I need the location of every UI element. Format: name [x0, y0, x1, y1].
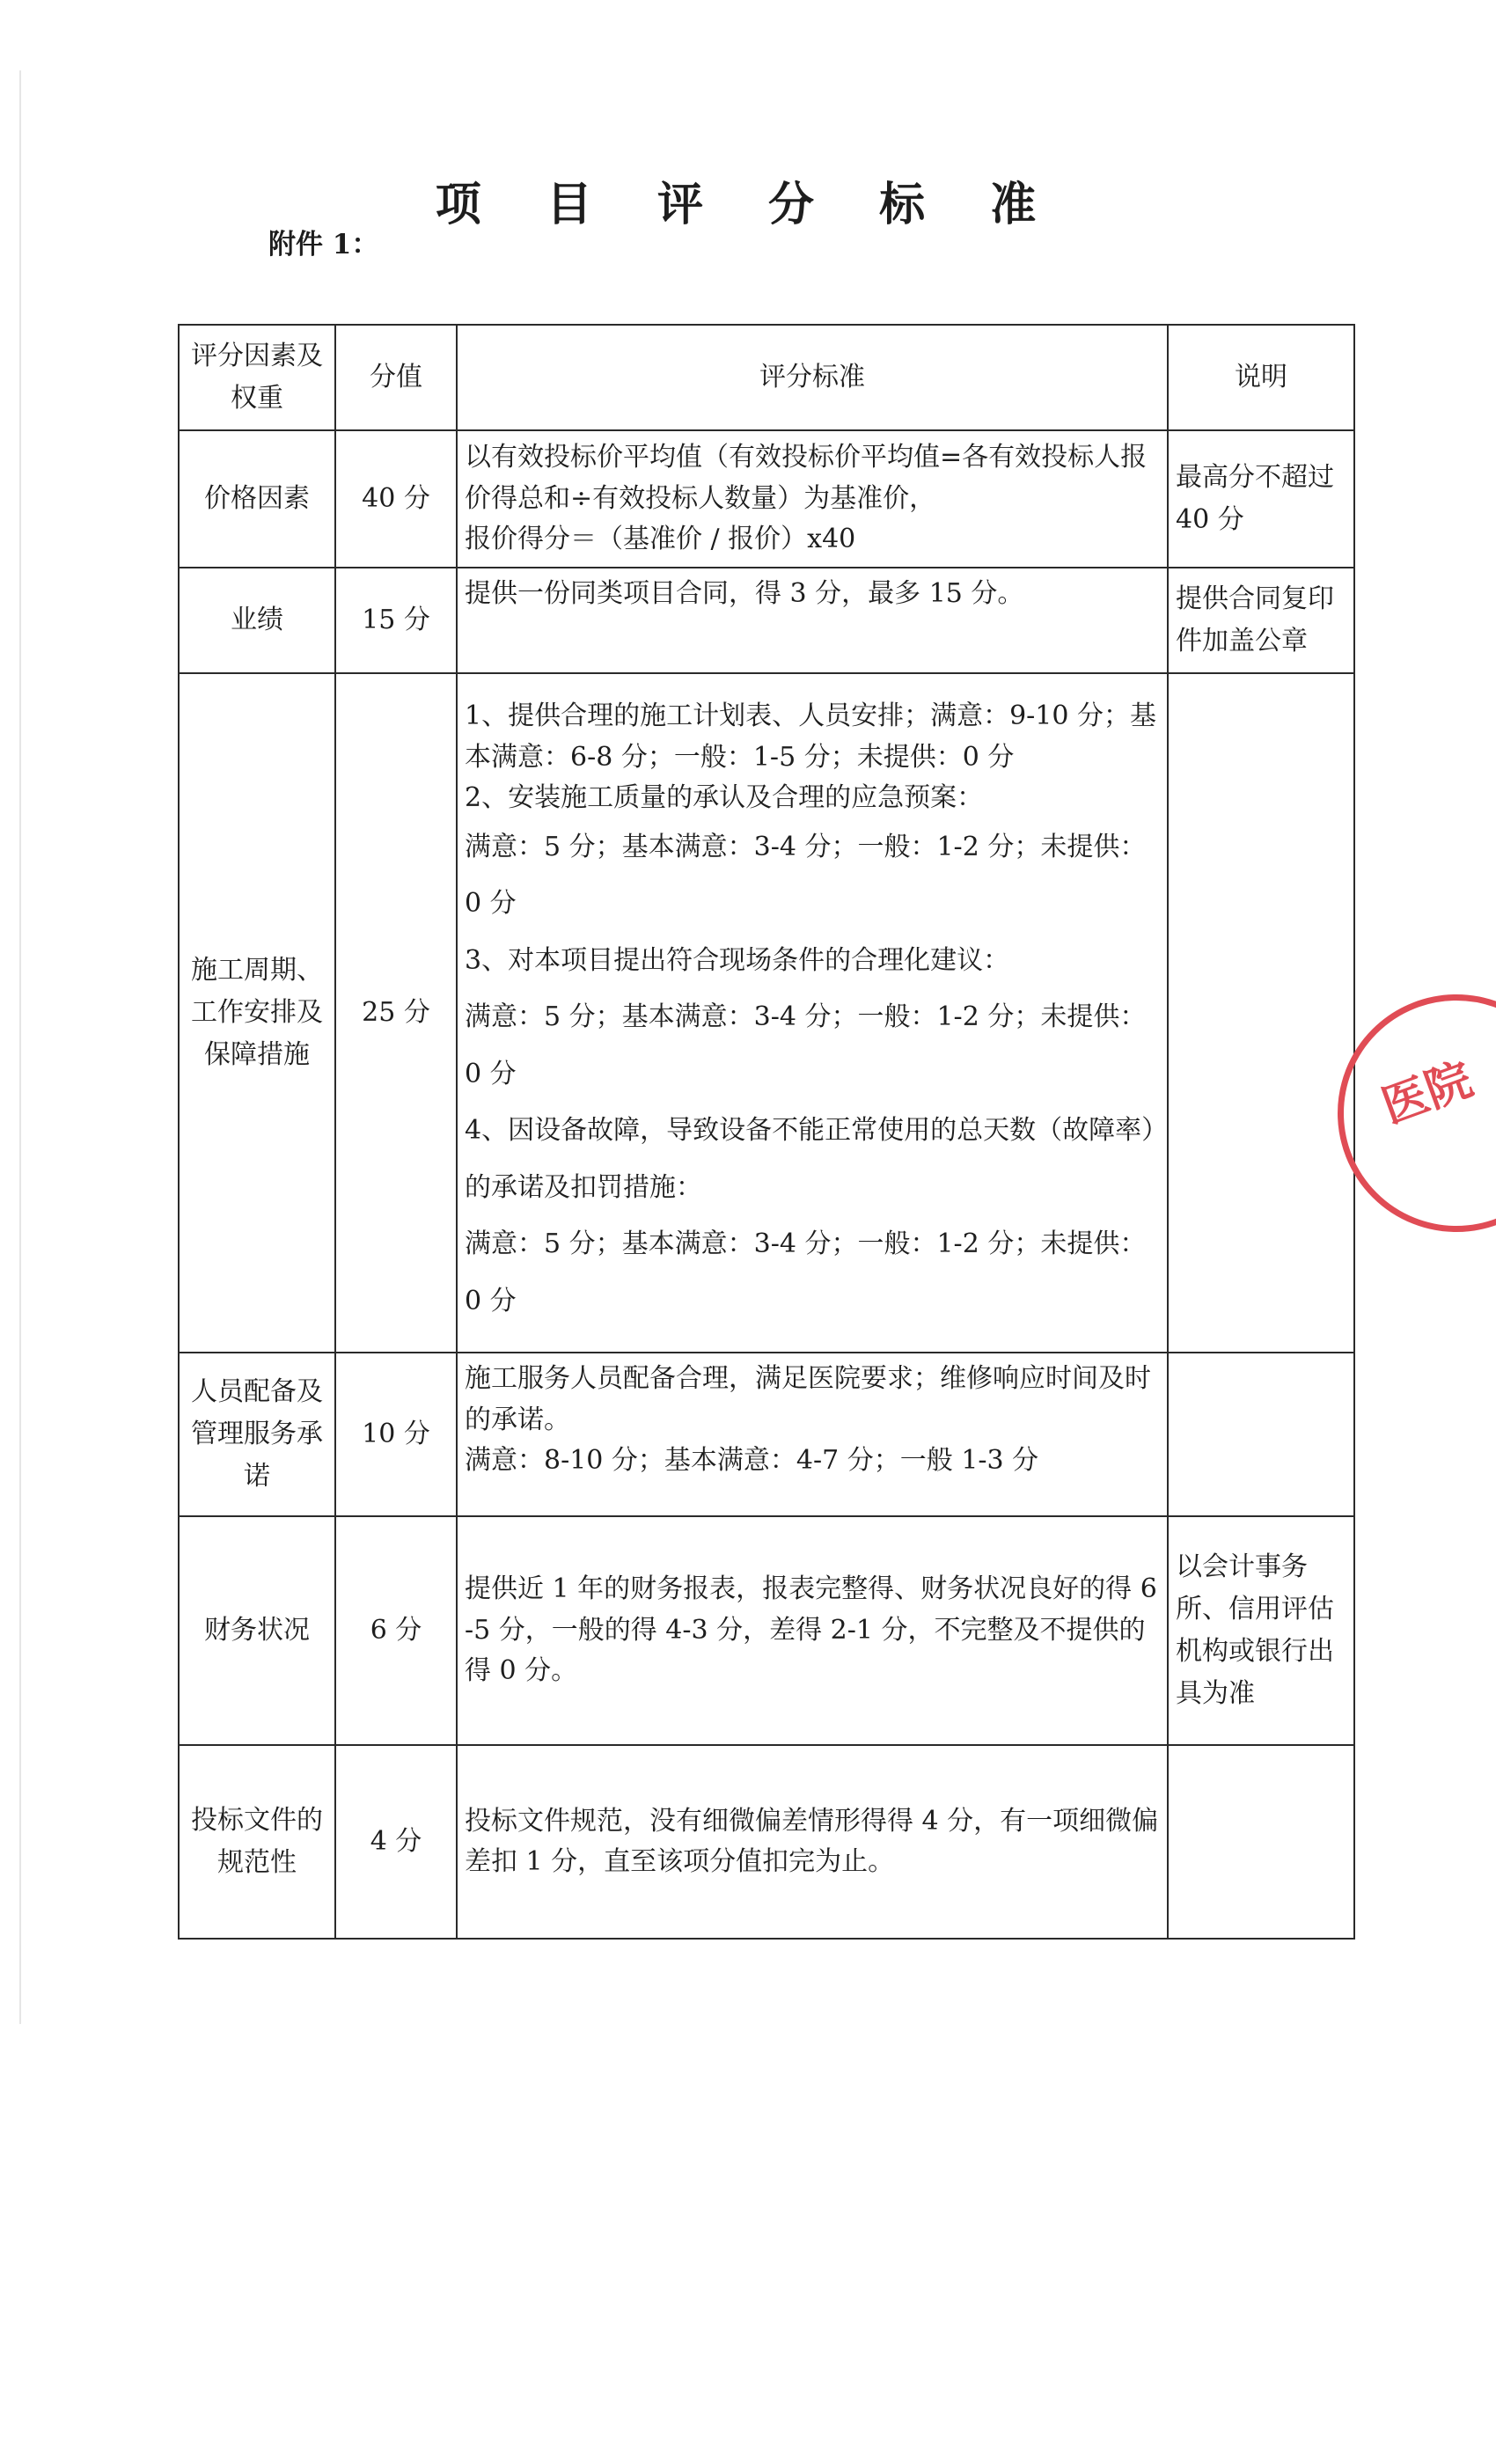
criteria-cell [457, 568, 1168, 673]
score-cell: 40 分 [335, 430, 457, 568]
score-cell: 4 分 [335, 1745, 457, 1939]
header-score: 分值 [335, 325, 457, 430]
seal-text: 医院 [1375, 1052, 1480, 1134]
note-cell [1168, 1745, 1354, 1939]
criteria-line: 4、因设备故障，导致设备不能正常使用的总天数（故障率）的承诺及扣罚措施： [465, 1115, 1155, 1203]
table-row [179, 568, 1354, 673]
criteria-line: 满意：5 分；基本满意：3-4 分；一般：1-2 分；未提供：0 分 [465, 1001, 1147, 1089]
criteria-line: 提供近 1 年的财务报表，报表完整得、财务状况良好的得 6-5 分，一般的得 4-3 分，差得 2-1 分，不完整及不提供的得 0 分。 [465, 1573, 1157, 1687]
factor-cell: 人员配备及管理服务承诺 [179, 1353, 335, 1516]
table-row [179, 1745, 1354, 1939]
criteria-line: 满意：5 分；基本满意：3-4 分；一般：1-2 分；未提供：0 分 [465, 831, 1147, 919]
criteria-cell [457, 1353, 1168, 1516]
criteria-cell [457, 430, 1168, 568]
note-cell [1168, 1353, 1354, 1516]
table-row [179, 1353, 1354, 1516]
criteria-cell [457, 1516, 1168, 1745]
criteria-line: 投标文件规范，没有细微偏差情形得得 4 分，有一项细微偏差扣 1 分，直至该项分值扣完为止。 [465, 1805, 1159, 1877]
criteria-line: 提供一份同类项目合同，得 3 分，最多 15 分。 [465, 578, 1024, 609]
table-header-row [179, 325, 1354, 430]
criteria-line: 3、对本项目提出符合现场条件的合理化建议： [465, 944, 1010, 976]
table-row [179, 430, 1354, 568]
note-cell: 以会计事务所、信用评估机构或银行出具为准 [1168, 1516, 1354, 1745]
criteria-line: 满意：8-10 分；基本满意：4-7 分；一般 1-3 分 [465, 1445, 1039, 1476]
scoring-table [178, 324, 1355, 1940]
attachment-label: 附件 1： [268, 229, 379, 260]
page-title: 项 目 评 分 标 准 [435, 178, 1061, 231]
factor-cell: 投标文件的规范性 [179, 1745, 335, 1939]
score-cell: 25 分 [335, 673, 457, 1353]
factor-cell: 价格因素 [179, 430, 335, 568]
factor-cell: 业绩 [179, 568, 335, 673]
score-cell: 10 分 [335, 1353, 457, 1516]
factor-cell: 财务状况 [179, 1516, 335, 1745]
note-cell [1168, 673, 1354, 1353]
criteria-line: 报价得分＝（基准价 / 报价）x40 [465, 524, 856, 555]
score-cell: 15 分 [335, 568, 457, 673]
criteria-cell [457, 1745, 1168, 1939]
criteria-line: 1、提供合理的施工计划表、人员安排；满意：9-10 分；基本满意：6-8 分；一般：1-5 分；未提供：0 分 [465, 700, 1157, 773]
criteria-line: 以有效投标价平均值（有效投标价平均值=各有效投标人报价得总和÷有效投标人数量）为基准价， [465, 442, 1148, 514]
note-cell: 最高分不超过 40 分 [1168, 430, 1354, 568]
criteria-line: 满意：5 分；基本满意：3-4 分；一般：1-2 分；未提供：0 分 [465, 1228, 1147, 1316]
score-cell: 6 分 [335, 1516, 457, 1745]
header-criteria: 评分标准 [457, 325, 1168, 430]
factor-cell: 施工周期、工作安排及保障措施 [179, 673, 335, 1353]
scan-edge [19, 70, 21, 2024]
table-row [179, 673, 1354, 1353]
criteria-line: 施工服务人员配备合理，满足医院要求；维修响应时间及时的承诺。 [465, 1363, 1151, 1435]
criteria-cell [457, 673, 1168, 1353]
header-note: 说明 [1168, 325, 1354, 430]
table-row [179, 1516, 1354, 1745]
criteria-line: 2、安装施工质量的承认及合理的应急预案： [465, 782, 984, 813]
header-factor: 评分因素及权重 [179, 325, 335, 430]
note-cell: 提供合同复印件加盖公章 [1168, 568, 1354, 673]
